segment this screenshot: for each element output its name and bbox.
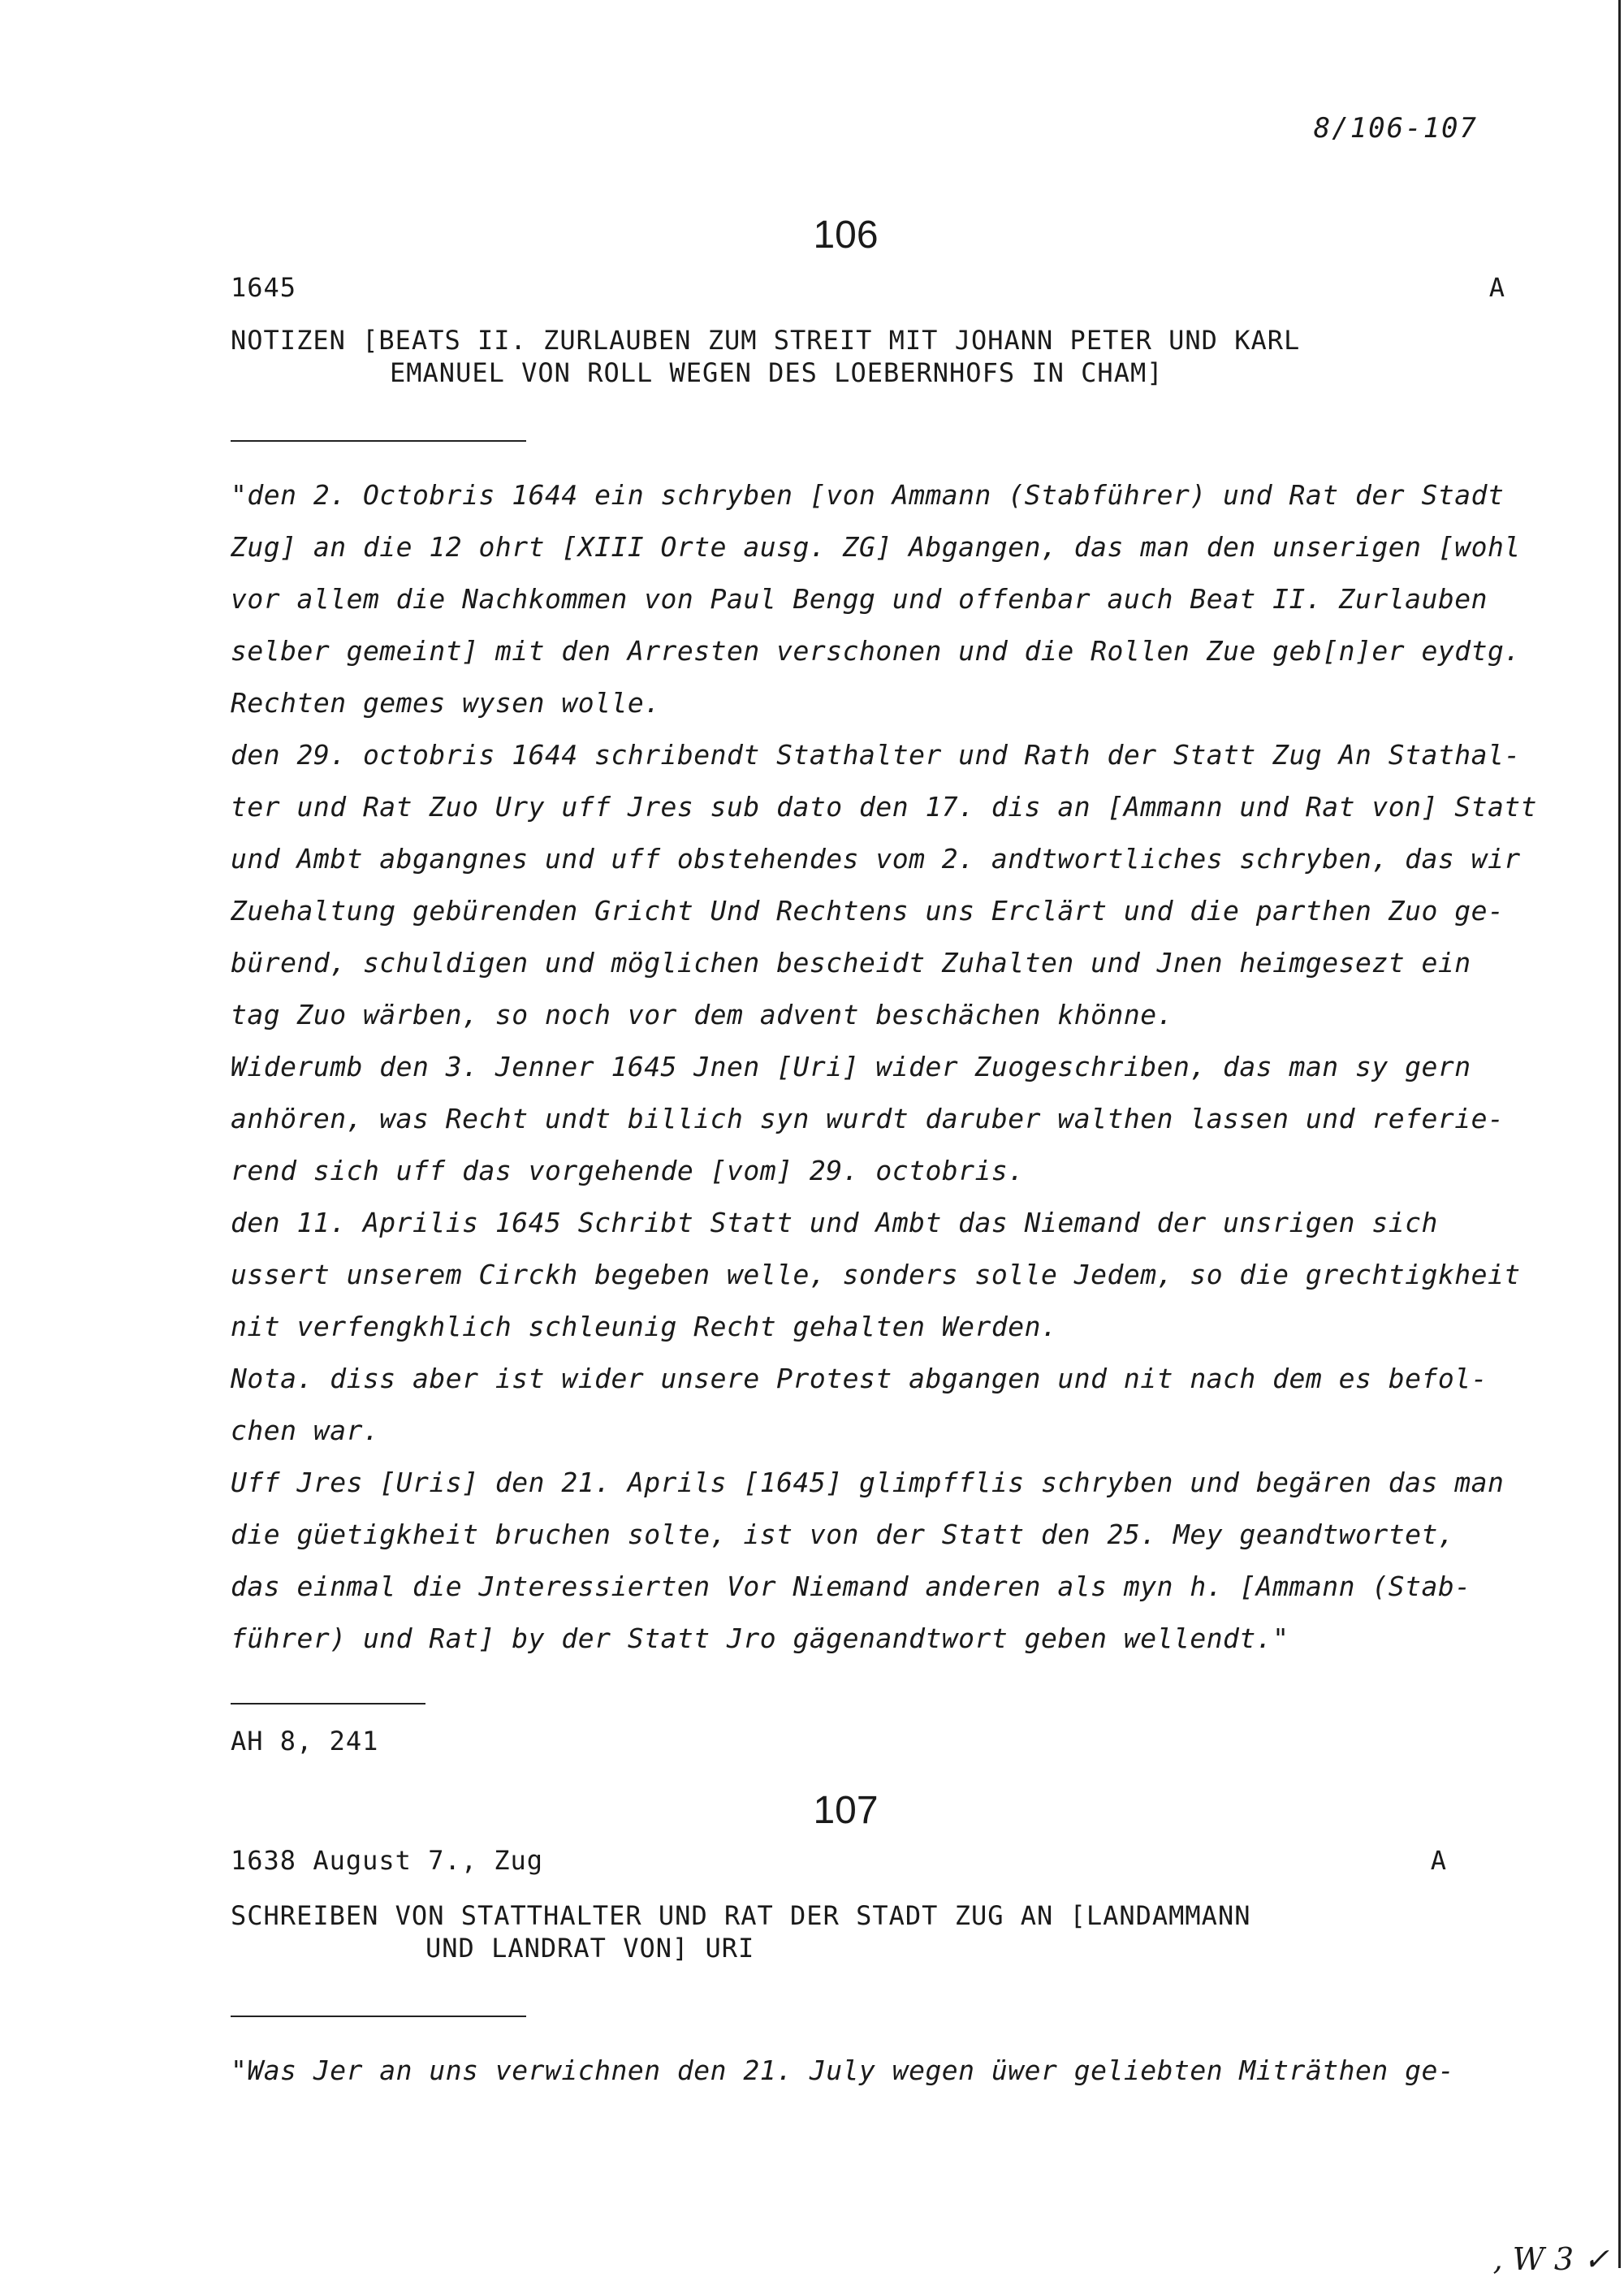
doc106-title-line-2: EMANUEL VON ROLL WEGEN DES LOEBERNHOFS IN CHAM] — [390, 357, 1164, 388]
doc106-body-line: ter und Rat Zuo Ury uff Jres sub dato den 17. dis an [Ammann und Rat von] Statt — [231, 791, 1538, 823]
doc106-body-line: Zuehaltung gebürenden Gricht Und Rechtens uns Erclärt und die parthen Zuo ge- — [231, 895, 1505, 927]
doc106-body-line: "den 2. Octobris 1644 ein schryben [von Ammann (Stabführer) und Rat der Stadt — [231, 479, 1505, 511]
doc106-body-line: den 11. Aprilis 1645 Schribt Statt und Ambt das Niemand der unsrigen sich — [231, 1207, 1438, 1238]
doc106-body-line: nit verfengkhlich schleunig Recht gehalten Werden. — [231, 1311, 1058, 1342]
doc107-title-line-2: UND LANDRAT VON] URI — [425, 1933, 755, 1964]
doc106-date-row — [231, 272, 1505, 303]
doc106-title-rule — [231, 440, 526, 442]
doc106-body-line: rend sich uff das vorgehende [vom] 29. octobris. — [231, 1155, 1025, 1186]
doc106-category: A — [1488, 272, 1505, 303]
handwritten-mark: , W 3 ✓ — [1492, 2241, 1609, 2277]
doc106-title-line-1: NOTIZEN [BEATS II. ZURLAUBEN ZUM STREIT MIT JOHANN PETER UND KARL — [231, 325, 1301, 356]
doc107-date: 1638 August 7., Zug — [231, 1845, 544, 1876]
doc106-body-line: bürend, schuldigen und möglichen bescheidt Zuhalten und Jnen heimgesezt ein — [231, 947, 1471, 979]
doc106-body-line: Zug] an die 12 ohrt [XIII Orte ausg. ZG] Abgangen, das man den unserigen [wohl — [231, 531, 1521, 563]
doc106-body-line: Widerumb den 3. Jenner 1645 Jnen [Uri] wider Zuogeschriben, das man sy gern — [231, 1051, 1471, 1082]
page-edge — [1618, 0, 1621, 2268]
doc107-title-rule — [231, 2016, 526, 2017]
doc106-body-line: und Ambt abgangnes und uff obstehendes vom 2. andtwortliches schryben, das wir — [231, 843, 1521, 875]
doc106-body-line: den 29. octobris 1644 schribendt Stathalter und Rath der Statt Zug An Stathal- — [231, 739, 1521, 771]
doc106-date: 1645 — [231, 272, 297, 303]
doc107-body-line: "Was Jer an uns verwichnen den 21. July wegen üwer geliebten Miträthen ge- — [231, 2054, 1455, 2086]
doc106-body-line: die güetigkheit bruchen solte, ist von der Statt den 25. Mey geandtwortet, — [231, 1519, 1455, 1550]
doc106-body-line: selber gemeint] mit den Arresten verschonen und die Rollen Zue geb[n]er eydtg. — [231, 635, 1521, 667]
doc106-body-line: ussert unserem Circkh begeben welle, sonders solle Jedem, so die grechtigkheit — [231, 1259, 1521, 1290]
doc106-body-line: Rechten gemes wysen wolle. — [231, 687, 661, 719]
doc106-body-line: anhören, was Recht undt billich syn wurdt daruber walthen lassen und referie- — [231, 1103, 1505, 1134]
document-number-106: 106 — [813, 214, 879, 257]
doc106-body-line: Nota. diss aber ist wider unsere Protest abgangen und nit nach dem es befol- — [231, 1363, 1488, 1394]
doc106-body-line: Uff Jres [Uris] den 21. Aprils [1645] glimpfflis schryben und begären das man — [231, 1467, 1505, 1498]
doc107-category: A — [1430, 1845, 1447, 1876]
doc106-body-line: tag Zuo wärben, so noch vor dem advent beschächen khönne. — [231, 999, 1173, 1030]
doc106-body-line: vor allem die Nachkommen von Paul Bengg und offenbar auch Beat II. Zurlauben — [231, 583, 1488, 615]
doc106-body-line: führer) und Rat] by der Statt Jro gägenandtwort geben wellendt." — [231, 1622, 1289, 1654]
doc106-body-line: das einmal die Jnteressierten Vor Niemand anderen als myn h. [Ammann (Stab- — [231, 1571, 1471, 1602]
document-number-107: 107 — [813, 1789, 879, 1832]
doc106-source-rule — [231, 1703, 425, 1705]
doc107-title-line-1: SCHREIBEN VON STATTHALTER UND RAT DER STADT ZUG AN [LANDAMMANN — [231, 1900, 1251, 1931]
doc106-source: AH 8, 241 — [231, 1726, 379, 1756]
doc106-body-line: chen war. — [231, 1415, 380, 1446]
archive-reference: 8/106-107 — [1313, 112, 1478, 145]
doc107-date-row — [231, 1845, 1447, 1876]
